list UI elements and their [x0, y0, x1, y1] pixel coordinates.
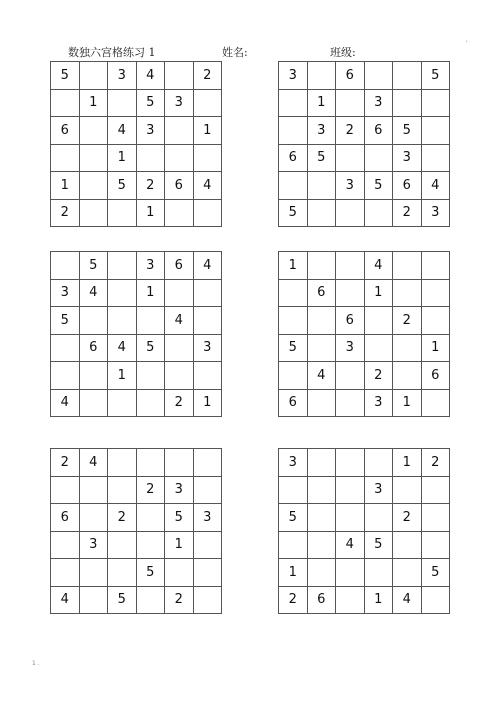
grid-cell: [165, 199, 194, 227]
grid-cell: [165, 62, 194, 90]
grid-row: [279, 307, 450, 335]
grid-cell: [165, 559, 194, 587]
grid-row: [51, 531, 222, 559]
grid-row: [51, 89, 222, 117]
grid-cell: 2: [393, 199, 422, 227]
grid-cell: 5: [279, 199, 308, 227]
grid-cell: [51, 89, 80, 117]
grid-cell: [51, 362, 80, 390]
grid-cell: [79, 586, 108, 614]
grid-cell: [279, 362, 308, 390]
grid-row: [279, 449, 450, 477]
grid-cell: 2: [279, 586, 308, 614]
sudoku-grid-2: [278, 61, 450, 227]
grid-row: [279, 559, 450, 587]
grid-cell: [307, 172, 336, 200]
grid-cell: [165, 449, 194, 477]
grid-cell: [307, 559, 336, 587]
grid-cell: [79, 504, 108, 532]
grid-cell: 3: [79, 531, 108, 559]
grid-cell: 4: [307, 362, 336, 390]
grid-cell: [136, 504, 165, 532]
grid-cell: 1: [279, 559, 308, 587]
grid-cell: [108, 476, 137, 504]
grid-cell: [79, 559, 108, 587]
grid-cell: [307, 389, 336, 417]
grid-cell: 2: [136, 172, 165, 200]
grid-cell: 1: [193, 117, 222, 145]
worksheet-header: [0, 44, 500, 62]
grid-cell: 4: [165, 307, 194, 335]
grid-cell: 4: [108, 334, 137, 362]
grid-cell: [108, 89, 137, 117]
grid-cell: [193, 559, 222, 587]
grid-cell: [136, 586, 165, 614]
grid-cell: [364, 504, 393, 532]
grid-cell: [136, 449, 165, 477]
grid-cell: 5: [393, 117, 422, 145]
grid-cell: 5: [279, 334, 308, 362]
grid-cell: 6: [336, 307, 365, 335]
grid-cell: 6: [307, 279, 336, 307]
grid-row: [51, 62, 222, 90]
grid-cell: 6: [165, 252, 194, 280]
grid-cell: 5: [364, 531, 393, 559]
grid-cell: 5: [165, 504, 194, 532]
grid-cell: 1: [279, 252, 308, 280]
grid-cell: [193, 89, 222, 117]
grid-cell: 5: [279, 504, 308, 532]
grid-row: [51, 476, 222, 504]
grid-cell: [307, 307, 336, 335]
grid-cell: 5: [51, 62, 80, 90]
grid-row: [51, 252, 222, 280]
grid-row: [51, 144, 222, 172]
grid-row: [279, 117, 450, 145]
grid-cell: 3: [136, 252, 165, 280]
grid-cell: [193, 476, 222, 504]
grid-cell: 4: [136, 62, 165, 90]
grid-cell: [393, 559, 422, 587]
grid-cell: [364, 449, 393, 477]
sudoku-grid-1: [50, 61, 222, 227]
grid-cell: [393, 252, 422, 280]
grid-cell: [136, 307, 165, 335]
grid-cell: 5: [364, 172, 393, 200]
grid-row: [51, 172, 222, 200]
grid-cell: [393, 362, 422, 390]
grid-cell: 1: [193, 389, 222, 417]
grid-cell: [364, 199, 393, 227]
grid-row: [51, 199, 222, 227]
sudoku-grid-3: [50, 251, 222, 417]
grid-cell: 2: [165, 586, 194, 614]
grid-cell: [193, 449, 222, 477]
grid-cell: [136, 389, 165, 417]
grid-cell: [336, 279, 365, 307]
grid-row: [279, 62, 450, 90]
grid-cell: [336, 144, 365, 172]
grid-cell: [336, 389, 365, 417]
grid-cell: 6: [364, 117, 393, 145]
grid-cell: 5: [79, 252, 108, 280]
grid-cell: 6: [279, 144, 308, 172]
page-mark-top-right: ': [466, 40, 468, 47]
grid-row: [279, 172, 450, 200]
grid-cell: [51, 144, 80, 172]
grid-cell: [336, 449, 365, 477]
grid-row: [279, 252, 450, 280]
grid-cell: 1: [108, 144, 137, 172]
grid-cell: 6: [307, 586, 336, 614]
grid-cell: [307, 531, 336, 559]
grid-cell: 6: [279, 389, 308, 417]
grid-cell: 4: [364, 252, 393, 280]
class-label: 班级:: [330, 46, 356, 59]
grid-row: [279, 199, 450, 227]
grid-cell: [79, 389, 108, 417]
grid-cell: [165, 117, 194, 145]
name-label: 姓名:: [222, 46, 248, 59]
grid-cell: [364, 62, 393, 90]
grid-row: [279, 362, 450, 390]
grid-cell: [79, 199, 108, 227]
grid-cell: 5: [136, 559, 165, 587]
grid-cell: [193, 279, 222, 307]
grid-cell: 4: [79, 449, 108, 477]
grid-row: [51, 334, 222, 362]
sudoku-grid-6: [278, 448, 450, 614]
grid-cell: [193, 362, 222, 390]
grid-cell: [336, 89, 365, 117]
grid-cell: 5: [136, 334, 165, 362]
grid-cell: 6: [336, 62, 365, 90]
grid-cell: 4: [393, 586, 422, 614]
grid-cell: [364, 307, 393, 335]
grid-cell: [421, 252, 450, 280]
grid-cell: 6: [79, 334, 108, 362]
grid-cell: [79, 172, 108, 200]
grid-cell: [393, 62, 422, 90]
grid-cell: [336, 504, 365, 532]
grid-cell: 2: [193, 62, 222, 90]
grid-cell: 1: [51, 172, 80, 200]
grid-row: [279, 279, 450, 307]
grid-cell: 1: [307, 89, 336, 117]
grid-cell: 4: [51, 389, 80, 417]
grid-cell: [108, 252, 137, 280]
grid-cell: 4: [51, 586, 80, 614]
grid-cell: [279, 172, 308, 200]
grid-cell: 5: [108, 172, 137, 200]
grid-cell: 3: [364, 476, 393, 504]
grid-cell: [421, 117, 450, 145]
grid-cell: [364, 559, 393, 587]
grid-cell: 3: [364, 89, 393, 117]
grid-cell: [307, 199, 336, 227]
sudoku-grid-4: [278, 251, 450, 417]
grid-cell: [336, 559, 365, 587]
grid-cell: [51, 559, 80, 587]
grid-cell: [165, 362, 194, 390]
grid-row: [279, 531, 450, 559]
grid-cell: [393, 89, 422, 117]
grid-cell: 3: [421, 199, 450, 227]
grid-cell: 3: [307, 117, 336, 145]
grid-cell: [108, 531, 137, 559]
grid-cell: [193, 307, 222, 335]
grid-cell: 5: [421, 62, 450, 90]
grid-row: [51, 362, 222, 390]
grid-cell: [336, 362, 365, 390]
grid-cell: [393, 476, 422, 504]
grid-cell: 6: [165, 172, 194, 200]
grid-cell: 4: [193, 172, 222, 200]
grid-cell: 1: [136, 199, 165, 227]
grid-cell: [421, 144, 450, 172]
grid-row: [279, 389, 450, 417]
grid-cell: 5: [136, 89, 165, 117]
grid-cell: 1: [165, 531, 194, 559]
grid-cell: 3: [336, 334, 365, 362]
grid-cell: 2: [136, 476, 165, 504]
grid-cell: 6: [421, 362, 450, 390]
grid-cell: [136, 362, 165, 390]
grid-cell: [393, 334, 422, 362]
grid-cell: [79, 144, 108, 172]
grid-cell: 4: [79, 279, 108, 307]
grid-cell: [307, 449, 336, 477]
grid-cell: [193, 144, 222, 172]
grid-cell: [51, 334, 80, 362]
grid-cell: [279, 476, 308, 504]
grid-cell: [108, 389, 137, 417]
grid-cell: 1: [393, 449, 422, 477]
grid-row: [279, 334, 450, 362]
grid-cell: 2: [51, 449, 80, 477]
grid-row: [279, 586, 450, 614]
grid-cell: [279, 531, 308, 559]
grid-row: [51, 117, 222, 145]
grid-cell: [165, 334, 194, 362]
grid-cell: [136, 531, 165, 559]
grid-cell: [108, 559, 137, 587]
grid-row: [279, 89, 450, 117]
grid-cell: 5: [421, 559, 450, 587]
grid-cell: 3: [51, 279, 80, 307]
grid-cell: [79, 62, 108, 90]
grid-cell: 4: [421, 172, 450, 200]
grid-cell: [393, 279, 422, 307]
grid-cell: 2: [336, 117, 365, 145]
grid-cell: [336, 252, 365, 280]
grid-row: [51, 279, 222, 307]
grid-cell: 1: [364, 279, 393, 307]
grid-cell: 6: [51, 117, 80, 145]
grid-cell: [421, 476, 450, 504]
grid-row: [279, 144, 450, 172]
grid-cell: 1: [364, 586, 393, 614]
grid-cell: [279, 307, 308, 335]
grid-cell: 3: [364, 389, 393, 417]
grid-cell: 2: [364, 362, 393, 390]
grid-row: [51, 307, 222, 335]
grid-cell: 3: [165, 89, 194, 117]
grid-cell: [279, 117, 308, 145]
grid-cell: [79, 362, 108, 390]
grid-cell: [307, 252, 336, 280]
grid-cell: [108, 307, 137, 335]
grid-cell: [421, 586, 450, 614]
grid-cell: [51, 252, 80, 280]
grid-cell: [393, 531, 422, 559]
grid-cell: 6: [393, 172, 422, 200]
grid-cell: 3: [136, 117, 165, 145]
grid-cell: 3: [393, 144, 422, 172]
grid-cell: 5: [51, 307, 80, 335]
grid-cell: [421, 279, 450, 307]
grid-cell: [307, 62, 336, 90]
grid-cell: [279, 279, 308, 307]
grid-row: [51, 559, 222, 587]
grid-row: [51, 389, 222, 417]
grid-row: [51, 449, 222, 477]
grid-cell: [51, 531, 80, 559]
grid-cell: [79, 307, 108, 335]
grid-cell: [336, 476, 365, 504]
worksheet-title: 数独六宫格练习 1: [68, 46, 156, 59]
grid-cell: 2: [51, 199, 80, 227]
grid-row: [51, 504, 222, 532]
grid-cell: 5: [307, 144, 336, 172]
grid-cell: [364, 334, 393, 362]
grid-cell: 1: [79, 89, 108, 117]
grid-row: [279, 476, 450, 504]
grid-cell: [421, 531, 450, 559]
grid-cell: [307, 334, 336, 362]
grid-cell: [193, 586, 222, 614]
grid-cell: 4: [108, 117, 137, 145]
grid-cell: 1: [108, 362, 137, 390]
grid-cell: [307, 504, 336, 532]
grid-cell: 1: [393, 389, 422, 417]
grid-cell: 2: [393, 504, 422, 532]
grid-cell: [421, 89, 450, 117]
grid-cell: 2: [165, 389, 194, 417]
grid-cell: 2: [393, 307, 422, 335]
grid-cell: [193, 199, 222, 227]
grid-cell: [108, 199, 137, 227]
grid-cell: 3: [108, 62, 137, 90]
grid-cell: [279, 89, 308, 117]
grid-cell: [364, 144, 393, 172]
grid-cell: 1: [136, 279, 165, 307]
grid-cell: 3: [165, 476, 194, 504]
grid-row: [51, 586, 222, 614]
grid-cell: [421, 389, 450, 417]
sudoku-grid-5: [50, 448, 222, 614]
grid-cell: 3: [279, 449, 308, 477]
grid-cell: [136, 144, 165, 172]
grid-cell: [421, 504, 450, 532]
grid-cell: [421, 307, 450, 335]
grid-cell: 1: [421, 334, 450, 362]
page-mark-bottom-left: 1 .: [32, 660, 40, 667]
grid-cell: 3: [336, 172, 365, 200]
grid-cell: [336, 199, 365, 227]
grid-cell: 5: [108, 586, 137, 614]
grid-cell: 3: [193, 504, 222, 532]
grid-cell: [108, 449, 137, 477]
grid-cell: [165, 279, 194, 307]
grid-cell: 2: [108, 504, 137, 532]
grid-cell: 3: [279, 62, 308, 90]
grid-cell: [193, 531, 222, 559]
grid-cell: [307, 476, 336, 504]
grid-cell: 3: [193, 334, 222, 362]
grid-cell: [108, 279, 137, 307]
grid-cell: 6: [51, 504, 80, 532]
grid-cell: 4: [336, 531, 365, 559]
grid-cell: [79, 117, 108, 145]
grid-row: [279, 504, 450, 532]
grid-cell: [165, 144, 194, 172]
grid-cell: 2: [421, 449, 450, 477]
grid-cell: [336, 586, 365, 614]
grid-cell: [79, 476, 108, 504]
grid-cell: [51, 476, 80, 504]
grid-cell: 4: [193, 252, 222, 280]
